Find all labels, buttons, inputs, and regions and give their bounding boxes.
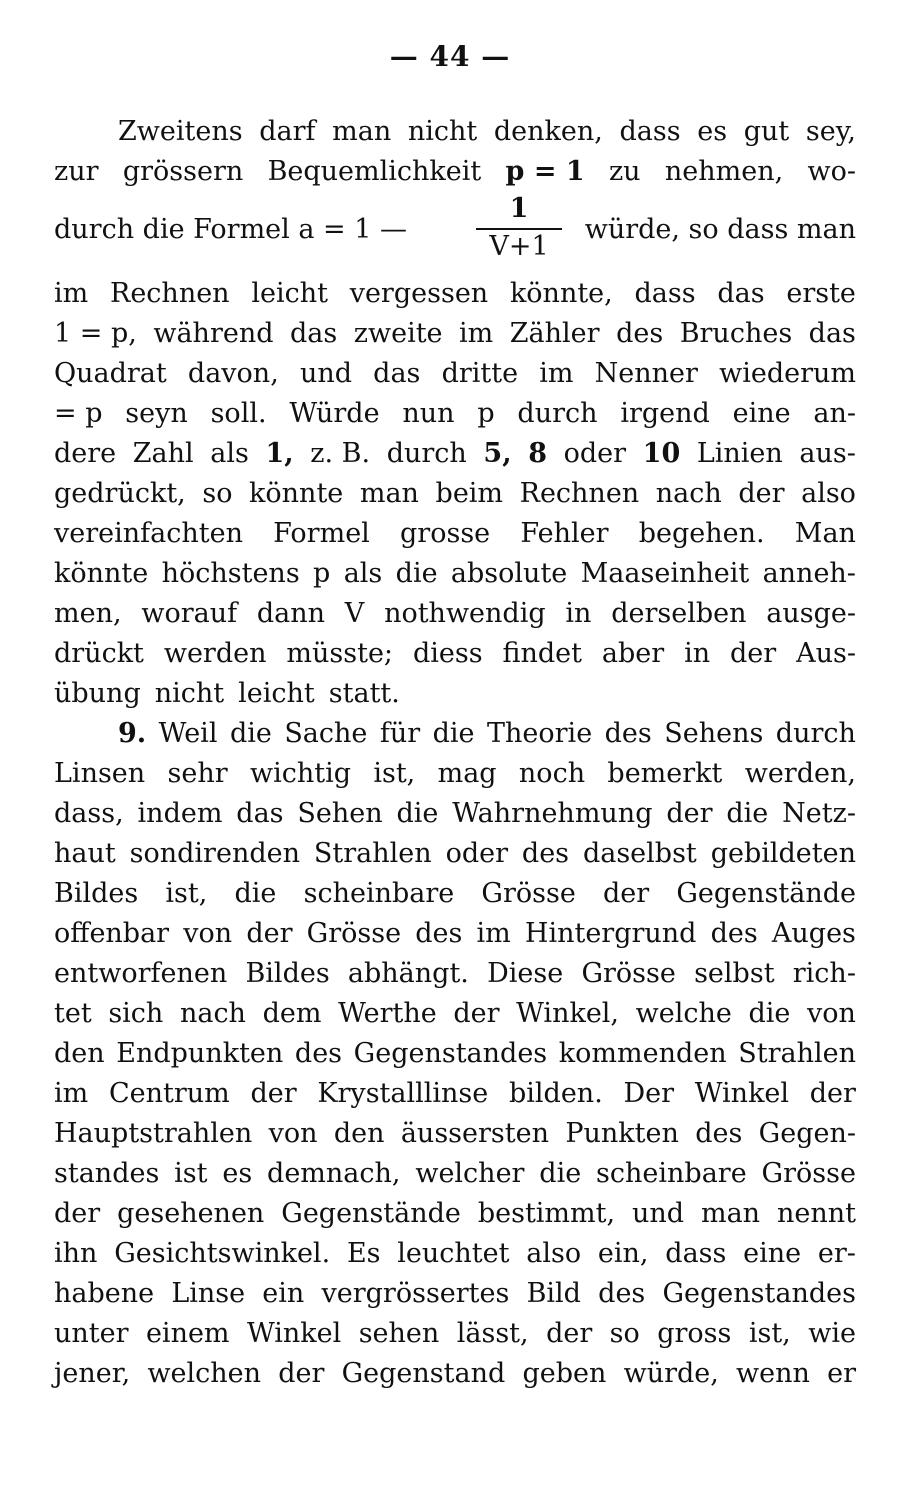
word: unter bbox=[54, 1318, 129, 1349]
word: Grösse bbox=[761, 1158, 856, 1189]
word: ist, bbox=[165, 878, 208, 909]
word: in bbox=[565, 598, 592, 629]
word: das bbox=[236, 798, 284, 829]
word: Der bbox=[623, 1078, 675, 1109]
word: ist bbox=[174, 1158, 208, 1189]
word: die bbox=[396, 798, 439, 829]
word: davon, bbox=[187, 358, 279, 389]
text-line bbox=[54, 1194, 856, 1234]
word: wenn bbox=[736, 1358, 810, 1389]
word: Strahlen bbox=[738, 1038, 856, 1069]
word: der bbox=[278, 1358, 325, 1389]
word: im bbox=[459, 318, 494, 349]
word: denken, bbox=[493, 116, 603, 147]
word: einem bbox=[145, 1318, 230, 1349]
text-line bbox=[54, 112, 856, 152]
word: nehmen, bbox=[664, 156, 784, 187]
word: Bildes bbox=[54, 878, 139, 909]
word: ausge- bbox=[766, 598, 856, 629]
word: gesehenen bbox=[117, 1198, 265, 1229]
word: es bbox=[222, 1158, 253, 1189]
word: höchstens bbox=[161, 558, 300, 589]
word: noch bbox=[518, 758, 586, 789]
word: Rechnen bbox=[519, 478, 640, 509]
word: von bbox=[807, 998, 856, 1029]
word: die bbox=[432, 718, 475, 749]
text-line bbox=[54, 994, 856, 1034]
word: 5, bbox=[483, 438, 512, 469]
word: des bbox=[710, 918, 758, 949]
word: Hauptstrahlen bbox=[54, 1118, 253, 1149]
text-line bbox=[54, 954, 856, 994]
word: werden, bbox=[744, 758, 856, 789]
word: nicht bbox=[407, 116, 478, 147]
word: leicht bbox=[251, 278, 328, 309]
word: des bbox=[521, 838, 570, 869]
word: haut bbox=[54, 838, 116, 869]
word: übung bbox=[54, 678, 141, 709]
word: das bbox=[373, 358, 421, 389]
word: oder bbox=[563, 438, 627, 469]
word: bemerkt bbox=[607, 758, 723, 789]
word: Fehler bbox=[520, 518, 609, 549]
word: 10 bbox=[642, 438, 681, 469]
word: selbst bbox=[694, 958, 775, 989]
word: abhängt. bbox=[347, 958, 469, 989]
word: Es bbox=[346, 1238, 381, 1269]
word: werden bbox=[163, 638, 267, 669]
word: ist, bbox=[373, 758, 416, 789]
text-line bbox=[54, 874, 856, 914]
word: man bbox=[332, 116, 392, 147]
text-line bbox=[54, 152, 856, 192]
word: erste bbox=[786, 278, 856, 309]
word: gebildeten bbox=[710, 838, 856, 869]
word: habene bbox=[54, 1278, 155, 1309]
word: durch bbox=[517, 398, 598, 429]
text-line bbox=[54, 394, 856, 434]
word: welcher bbox=[415, 1158, 525, 1189]
word: der bbox=[809, 1078, 856, 1109]
word: des bbox=[616, 318, 664, 349]
text-line bbox=[54, 794, 856, 834]
word: nennt bbox=[777, 1198, 856, 1229]
word: oder bbox=[445, 838, 508, 869]
word: sehr bbox=[167, 758, 228, 789]
word: Strahlen bbox=[313, 838, 432, 869]
word: zu bbox=[608, 156, 641, 187]
word: der bbox=[603, 878, 650, 909]
word: ist, bbox=[748, 1318, 791, 1349]
word: ein bbox=[262, 1278, 305, 1309]
word: Theorie bbox=[487, 718, 593, 749]
word: V bbox=[344, 598, 365, 629]
word: der bbox=[250, 1078, 297, 1109]
word: während bbox=[153, 318, 274, 349]
word: Diese bbox=[487, 958, 564, 989]
word: Quadrat bbox=[54, 358, 167, 389]
word: entworfenen bbox=[54, 958, 228, 989]
word: in bbox=[684, 638, 711, 669]
word: grössern bbox=[122, 156, 244, 187]
word: durch bbox=[386, 438, 467, 469]
word: derselben bbox=[611, 598, 747, 629]
word: bestimmt, bbox=[477, 1198, 616, 1229]
word: die bbox=[395, 558, 438, 589]
word: die bbox=[229, 718, 272, 749]
word: kommenden bbox=[558, 1038, 727, 1069]
word: von bbox=[183, 918, 233, 949]
word: also bbox=[801, 478, 856, 509]
word: im bbox=[539, 358, 574, 389]
word: Maaseinheit bbox=[580, 558, 750, 589]
word: soll. bbox=[210, 398, 267, 429]
word: Man bbox=[794, 518, 856, 549]
word: das bbox=[290, 318, 338, 349]
word: nicht bbox=[154, 678, 225, 709]
word: Nenner bbox=[594, 358, 698, 389]
word: standes bbox=[54, 1158, 160, 1189]
word: tet bbox=[54, 998, 92, 1029]
word: er bbox=[827, 1358, 856, 1389]
text-line bbox=[54, 754, 856, 794]
word: so bbox=[609, 1318, 640, 1349]
word: Netz- bbox=[782, 798, 856, 829]
text-line bbox=[54, 1354, 856, 1394]
word: und bbox=[632, 1198, 685, 1229]
word: gut bbox=[743, 116, 790, 147]
text-line bbox=[54, 914, 856, 954]
word: dass bbox=[665, 1238, 727, 1269]
word: demnach, bbox=[267, 1158, 401, 1189]
text-line bbox=[54, 1154, 856, 1194]
word: sey, bbox=[805, 116, 856, 147]
word: Zweitens bbox=[118, 116, 243, 147]
word: er- bbox=[817, 1238, 856, 1269]
word: scheinbare bbox=[596, 1158, 747, 1189]
word: 8 bbox=[528, 438, 547, 469]
word: aus- bbox=[799, 438, 856, 469]
word: Würde bbox=[289, 398, 380, 429]
text-line bbox=[54, 594, 856, 634]
word: seyn bbox=[125, 398, 188, 429]
word: Zähler bbox=[509, 318, 600, 349]
word: men, bbox=[54, 598, 122, 629]
word: Centrum bbox=[108, 1078, 230, 1109]
word: Werthe bbox=[338, 998, 437, 1029]
word: begehen. bbox=[638, 518, 765, 549]
word: dann bbox=[256, 598, 326, 629]
word: ein, bbox=[597, 1238, 649, 1269]
word: geben bbox=[522, 1358, 607, 1389]
word: Gegenstandes bbox=[353, 1038, 548, 1069]
word: indem bbox=[137, 798, 223, 829]
word: sehen bbox=[358, 1318, 440, 1349]
word: die bbox=[539, 1158, 582, 1189]
text-line bbox=[54, 1114, 856, 1154]
word: Punkten bbox=[565, 1118, 679, 1149]
word: Linsen bbox=[54, 758, 146, 789]
word: die bbox=[748, 998, 791, 1029]
word: des bbox=[415, 918, 463, 949]
word: würde, bbox=[623, 1358, 719, 1389]
word: gross bbox=[657, 1318, 732, 1349]
word: daselbst bbox=[582, 838, 697, 869]
word: nach bbox=[179, 998, 246, 1029]
word: äussersten bbox=[400, 1118, 549, 1149]
word: Wahrnehmung bbox=[452, 798, 653, 829]
word: scheinbare bbox=[303, 878, 455, 909]
word: = p bbox=[54, 398, 103, 429]
word: gedrückt, bbox=[54, 478, 186, 509]
word: der bbox=[666, 798, 713, 829]
word: worauf bbox=[141, 598, 238, 629]
word: Krystalllinse bbox=[317, 1078, 489, 1109]
word: offenbar bbox=[54, 918, 170, 949]
word: der bbox=[453, 998, 500, 1029]
formula-inline: p = 1 bbox=[505, 156, 585, 187]
word: nun bbox=[402, 398, 455, 429]
fraction-numerator: 1 bbox=[509, 193, 529, 224]
word: Hintergrund bbox=[524, 918, 697, 949]
word: nothwendig bbox=[384, 598, 546, 629]
word: aber bbox=[601, 638, 665, 669]
word: welchen bbox=[147, 1358, 262, 1389]
word: leicht bbox=[238, 678, 315, 709]
word: welche bbox=[635, 998, 732, 1029]
word: müsste; bbox=[286, 638, 394, 669]
word: an- bbox=[813, 398, 856, 429]
word: Sehens bbox=[664, 718, 764, 749]
word: für bbox=[379, 718, 421, 749]
word: zweite bbox=[353, 318, 443, 349]
word: dritte bbox=[441, 358, 519, 389]
body-text bbox=[54, 112, 856, 1394]
word: Weil bbox=[158, 718, 218, 749]
text-line bbox=[54, 714, 856, 754]
word: Bildes bbox=[245, 958, 330, 989]
word: irgend bbox=[620, 398, 710, 429]
text-line bbox=[54, 314, 856, 354]
word: der bbox=[54, 1198, 101, 1229]
word: Winkel bbox=[694, 1078, 790, 1109]
word: durch bbox=[775, 718, 856, 749]
word: rich- bbox=[792, 958, 856, 989]
word: der bbox=[730, 638, 777, 669]
word: Auges bbox=[771, 918, 856, 949]
word: des bbox=[598, 1278, 646, 1309]
word: könnte, bbox=[509, 278, 613, 309]
text-line bbox=[54, 274, 856, 314]
word: p bbox=[477, 398, 495, 429]
text-line bbox=[54, 674, 856, 714]
word: drückt bbox=[54, 638, 144, 669]
word: es bbox=[697, 116, 728, 147]
word: grosse bbox=[400, 518, 491, 549]
word: beim bbox=[435, 478, 504, 509]
word: den bbox=[54, 1038, 105, 1069]
word: den bbox=[333, 1118, 385, 1149]
word: Bequemlichkeit bbox=[267, 156, 482, 187]
word: Sehen bbox=[297, 798, 383, 829]
word: z. B. bbox=[310, 438, 371, 469]
fraction bbox=[472, 192, 566, 264]
word: Aus- bbox=[796, 638, 856, 669]
word: eine bbox=[743, 1238, 802, 1269]
word: des bbox=[695, 1118, 743, 1149]
word: Gesichtswinkel. bbox=[114, 1238, 331, 1269]
word: p bbox=[313, 558, 331, 589]
word: bilden. bbox=[508, 1078, 603, 1109]
word: nach bbox=[655, 478, 722, 509]
word: darf bbox=[259, 116, 316, 147]
formula-trail-text: würde, so dass man bbox=[584, 214, 856, 245]
word: also bbox=[526, 1238, 582, 1269]
text-line bbox=[54, 554, 856, 594]
word: wo- bbox=[807, 156, 856, 187]
text-line bbox=[54, 834, 856, 874]
word: der bbox=[246, 918, 293, 949]
word: lässt, bbox=[456, 1318, 529, 1349]
text-line bbox=[54, 514, 856, 554]
word: findet bbox=[502, 638, 582, 669]
word: vergrössertes bbox=[321, 1278, 510, 1309]
word: Bild bbox=[526, 1278, 581, 1309]
word: Rechnen bbox=[110, 278, 230, 309]
text-line bbox=[54, 354, 856, 394]
text-line bbox=[54, 1274, 856, 1314]
word: Linse bbox=[171, 1278, 246, 1309]
fraction-denominator: V+1 bbox=[489, 231, 549, 262]
word: Gegen- bbox=[758, 1118, 856, 1149]
word: vergessen bbox=[349, 278, 489, 309]
word: des bbox=[604, 718, 652, 749]
word: Grösse bbox=[481, 878, 576, 909]
text-line bbox=[54, 634, 856, 674]
section-number: 9. bbox=[118, 718, 147, 749]
word: Bruches bbox=[679, 318, 793, 349]
word: wie bbox=[808, 1318, 856, 1349]
word: Grösse bbox=[581, 958, 676, 989]
word: man bbox=[700, 1198, 761, 1229]
word: Formel bbox=[273, 518, 370, 549]
formula-lead-text: durch die Formel a = 1 — bbox=[54, 214, 408, 245]
text-line bbox=[54, 1074, 856, 1114]
word: 1, bbox=[265, 438, 294, 469]
formula-line bbox=[54, 192, 856, 274]
word: Zahl bbox=[132, 438, 194, 469]
word: von bbox=[268, 1118, 318, 1149]
word: dass bbox=[634, 278, 696, 309]
word: sondirenden bbox=[129, 838, 300, 869]
word: Gegenstände bbox=[676, 878, 856, 909]
text-line bbox=[54, 1234, 856, 1274]
word: Linien bbox=[696, 438, 783, 469]
text-line bbox=[54, 434, 856, 474]
word: anneh- bbox=[762, 558, 856, 589]
page-number: — 44 — bbox=[389, 40, 511, 73]
word: 1 = p, bbox=[54, 318, 137, 349]
word: im bbox=[54, 278, 89, 309]
word: Gegenstandes bbox=[662, 1278, 856, 1309]
word: das bbox=[808, 318, 856, 349]
word: der bbox=[738, 478, 785, 509]
word: die bbox=[234, 878, 277, 909]
word: mag bbox=[437, 758, 497, 789]
word: absolute bbox=[450, 558, 568, 589]
word: jener, bbox=[54, 1358, 131, 1389]
text-line bbox=[54, 474, 856, 514]
word: Sache bbox=[284, 718, 368, 749]
word: man bbox=[359, 478, 419, 509]
word: dere bbox=[54, 438, 117, 469]
word: wiederum bbox=[719, 358, 856, 389]
word: des bbox=[294, 1038, 343, 1069]
word: die bbox=[726, 798, 769, 829]
word: Winkel, bbox=[516, 998, 620, 1029]
text-line bbox=[54, 1034, 856, 1074]
word: diess bbox=[412, 638, 483, 669]
word: Gegenstände bbox=[281, 1198, 461, 1229]
word: statt. bbox=[328, 678, 400, 709]
word: als bbox=[343, 558, 383, 589]
word: das bbox=[717, 278, 765, 309]
word: könnte bbox=[249, 478, 344, 509]
word: ihn bbox=[54, 1238, 98, 1269]
word: eine bbox=[732, 398, 791, 429]
word: wichtig bbox=[249, 758, 352, 789]
word: im bbox=[476, 918, 511, 949]
word: könnte bbox=[54, 558, 149, 589]
word: dass, bbox=[54, 798, 124, 829]
word: Endpunkten bbox=[116, 1038, 284, 1069]
word: Winkel bbox=[246, 1318, 342, 1349]
word: und bbox=[299, 358, 353, 389]
word: zur bbox=[54, 156, 99, 187]
word: vereinfachten bbox=[54, 518, 243, 549]
word: Gegenstand bbox=[341, 1358, 506, 1389]
text-line bbox=[54, 1314, 856, 1354]
word: sich bbox=[108, 998, 164, 1029]
word: der bbox=[546, 1318, 593, 1349]
word: dass bbox=[619, 116, 681, 147]
word: leuchtet bbox=[397, 1238, 510, 1269]
word: im bbox=[54, 1078, 89, 1109]
word: als bbox=[210, 438, 249, 469]
word: so bbox=[202, 478, 233, 509]
word: Grösse bbox=[306, 918, 402, 949]
word: dem bbox=[262, 998, 322, 1029]
